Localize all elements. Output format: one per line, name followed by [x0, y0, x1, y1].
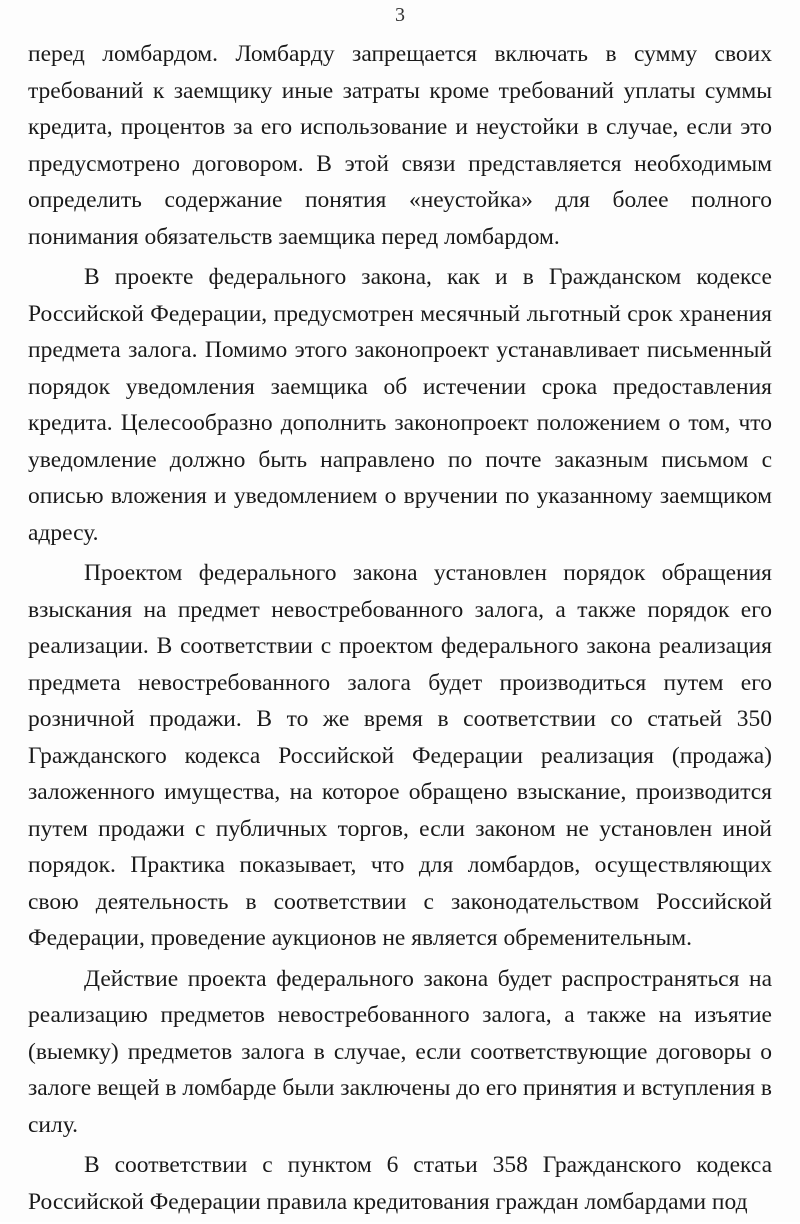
paragraph-grace-period: В проекте федерального закона, как и в Гражданском кодексе Российской Федерации, предусмотрен месячный льготный срок хранения предмета залога. Помимо этого законопроект устанавливает письменный порядок уведомления заемщика об истечении срока предоставления кредита. Целесообразно дополнить законопроект положением о том, что уведомление должно быть направлено по почте заказным письмом с описью вложения и уведомлением о вручении по указанному заемщиком адресу.	[28, 264, 772, 546]
paragraph-foreclosure-procedure: Проектом федерального закона установлен порядок обращения взыскания на предмет невостребованного залога, а также порядок его реализации. В соответствии с проектом федерального закона реализация предмета невостребованного залога будет производиться путем его розничной продажи. В то же время в соответствии со статьей 350 Гражданского кодекса Российской Федерации реализация (продажа) заложенного имущества, на которое обращено взыскание, производится путем продажи с публичных торгов, если законом не установлен иной порядок. Практика показывает, что для ломбардов, осуществляющих свою деятельность в соответствии с законодательством Российской Федерации, проведение аукционов не является обременительным.	[28, 560, 772, 951]
paragraph-continuation: перед ломбардом. Ломбарду запрещается включать в сумму своих требований к заемщику иные затраты кроме требований уплаты суммы кредита, процентов за его использование и неустойки в случае, если это предусмотрено договором. В этой связи представляется необходимым определить содержание понятия «неустойка» для более полного понимания обязательств заемщика перед ломбардом.	[28, 41, 772, 250]
document-body	[28, 36, 772, 1224]
paragraph-civil-code-reference: В соответствии с пунктом 6 статьи 358 Гражданского кодекса Российской Федерации правила кредитования граждан ломбардами под	[28, 1152, 772, 1215]
page-number: 3	[395, 4, 405, 26]
paragraph-scope-of-law: Действие проекта федерального закона будет распространяться на реализацию предметов невостребованного залога, а также на изъятие (выемку) предметов залога в случае, если соответствующие договоры о залоге вещей в ломбарде были заключены до его принятия и вступления в силу.	[28, 965, 773, 1138]
